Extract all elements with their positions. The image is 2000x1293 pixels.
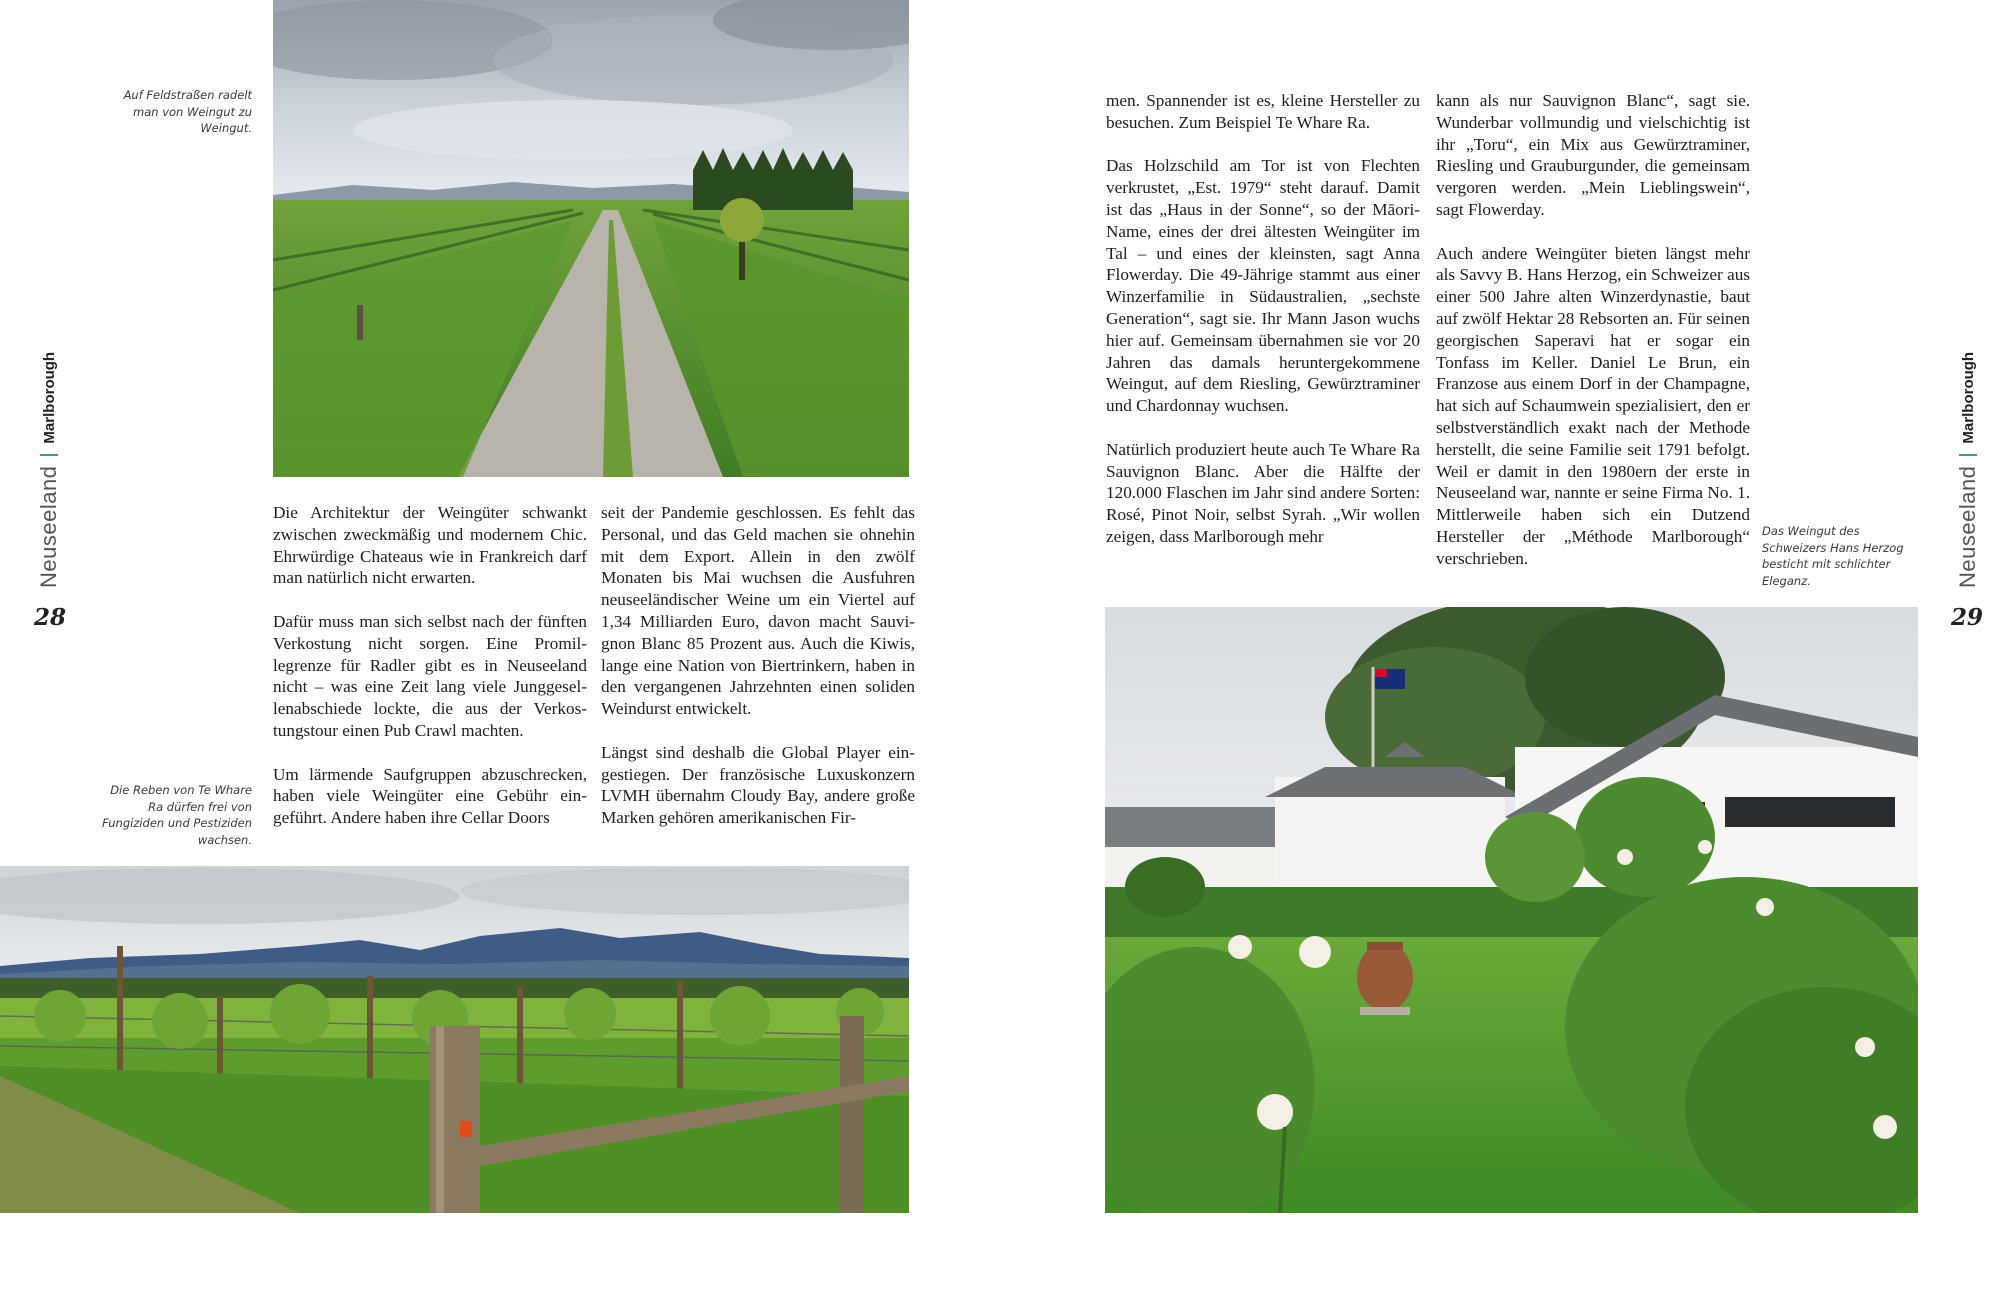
left-page-column-1 [273, 502, 587, 829]
right-page-column-2 [1436, 90, 1750, 570]
caption-top: Auf Feldstraßen radelt man von Weingut zu Weingut. [123, 88, 252, 135]
running-head-country: Neuseeland [1955, 465, 1980, 588]
paragraph: Auch andere Weingüter bieten längst mehr als Savvy B. Hans Herzog, ein Schweizer aus einer 500 Jahre alten Winzerdynastie, baut auf zwölf Hektar 28 Rebsorten an. Für seinen georgischen Saperavi hat er sogar ein Tonfass im Keller. Daniel Le Brun, ein Franzose aus einem Dorf in der Champagne, hat sich auf Schaumwein spezialisiert, den er selbstverständlich exakt nach der Methode herstellt, die seine Familie seit 1791 befolgt. Weil er damit in den 1980ern der erste in Neuseeland war, nannte er seine Firma No. 1. Mittlerweile haben sich ein Dutzend Hersteller der „Méthode Marlborough“ verschrieben. [1436, 243, 1750, 568]
running-head-region: Marlborough [1959, 351, 1977, 444]
photo-vineyard-rows [0, 866, 909, 1213]
paragraph: kann als nur Sauvignon Blanc“, sagt sie. Wunderbar vollmundig und vielschichtig ist ihr „Toru“, ein Mix aus Gewürztraminer, Riesling und Grauburgunder, die gemeinsam vergoren werden. „Mein Lieblingswein“, sagt Flowerday. [1436, 91, 1750, 219]
running-head-region: Marlborough [40, 351, 58, 444]
paragraph: Längst sind deshalb die Global Player eingestiegen. Der französische Luxuskonzern LVMH übernahm Cloudy Bay, andere große Marken gehören amerikanischen Fir- [601, 742, 915, 828]
left-page-column-2 [601, 502, 915, 829]
paragraph: men. Spannender ist es, kleine Hersteller zu besuchen. Zum Beispiel Te Whare Ra. [1106, 91, 1420, 132]
paragraph: Dafür muss man sich selbst nach der fünften Verkostung nicht sorgen. Eine Promillegrenze für Radler gibt es in Neuseeland nicht – was eine Zeit lang viele Junggesellenabschiede lockte, die aus der Verkostungstour einen Pub Crawl machten. [273, 611, 587, 740]
running-head-separator [40, 454, 58, 456]
running-head-right [1955, 352, 1981, 588]
running-head-country: Neuseeland [36, 465, 61, 588]
paragraph: Die Architektur der Weingüter schwankt zwischen zweckmäßig und modernem Chic. Ehrwürdige Chateaus wie in Frankreich darf man natürlich nicht erwarten. [273, 503, 587, 588]
page-number-left: 28 [34, 604, 67, 631]
caption-right: Das Weingut des Schweizers Hans Herzog besticht mit schlichter Eleganz. [1762, 524, 1904, 588]
photo-winery-garden [1105, 607, 1918, 1213]
page-number-right: 29 [1951, 604, 1984, 631]
paragraph: seit der Pandemie geschlossen. Es fehlt das Personal, und das Geld machen sie ohnehin mit dem Export. Allein in den zwölf Monaten bis Mai wuchsen die Ausfuhren neuseeländischer Weine um ein Viertel auf 1,34 Milliarden Euro, davon macht Sauvignon Blanc 85 Prozent aus. Auch die Kiwis, lange eine Nation von Biertrinkern, haben in den vergangenen Jahrzehnten einen soliden Weindurst entwickelt. [601, 503, 915, 719]
running-head-separator [1959, 454, 1977, 456]
paragraph: Natürlich produziert heute auch Te Whare Ra Sauvignon Blanc. Aber die Hälfte der 120.000 Flaschen im Jahr sind andere Sorten: Rosé, Pinot Noir, selbst Syrah. „Wir wollen zeigen, dass Marlborough mehr [1106, 439, 1420, 546]
photo-gravel-road-vineyard [273, 0, 909, 477]
right-page-column-1 [1106, 90, 1420, 548]
running-head-left [36, 352, 62, 588]
caption-bottom: Die Reben von Te Whare Ra dürfen frei von Fungiziden und Pestiziden wachsen. [102, 783, 252, 847]
paragraph: Um lärmende Saufgruppen abzuschrecken, haben viele Weingüter eine Gebühr eingeführt. Andere haben ihre Cellar Doors [273, 764, 587, 828]
paragraph: Das Holzschild am Tor ist von Flechten verkrustet, „Est. 1979“ steht darauf. Damit ist das „Haus in der Sonne“, so der Māori-Name, eines der drei ältesten Weingüter im Tal – und eines der kleinsten, sagt Anna Flowerday. Die 49-Jährige stammt aus einer Winzerfamilie in Südaustralien, „sechste Generation“, sagt sie. Ihr Mann Jason wuchs hier auf. Gemeinsam übernahmen sie vor 20 Jahren das damals heruntergekommene Weingut, auf dem Riesling, Gewürztraminer und Chardonnay wuchsen. [1106, 156, 1420, 416]
